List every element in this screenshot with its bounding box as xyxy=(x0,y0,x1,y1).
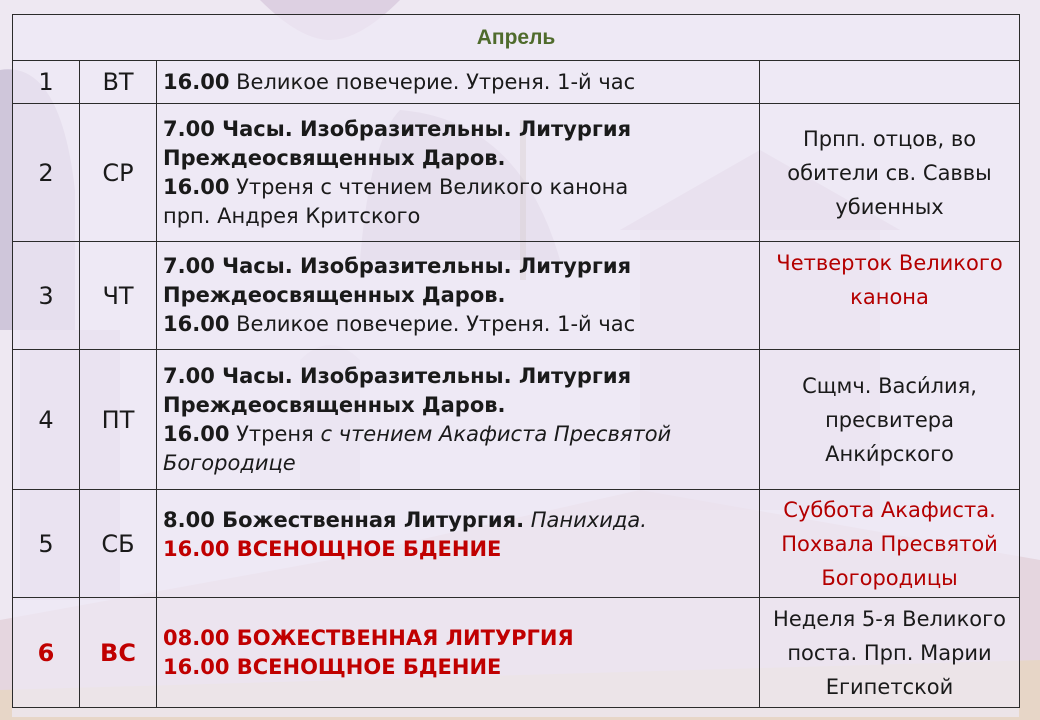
commemoration-line: Неделя 5-я Великого xyxy=(773,606,1006,631)
service-time: 7.00 xyxy=(163,116,215,141)
commemoration-cell xyxy=(760,490,1020,598)
services-cell xyxy=(157,598,760,708)
service-text-continued: Преждеосвященных Даров. xyxy=(163,283,506,307)
service-text-continued: Богородице xyxy=(163,450,296,475)
commemoration-line: Богородицы xyxy=(821,565,958,590)
service-text-italic: Панихида. xyxy=(524,508,647,532)
table-row xyxy=(13,598,1020,708)
service-text-feast: 08.00 БОЖЕСТВЕННАЯ ЛИТУРГИЯ xyxy=(163,625,574,650)
day-of-week: СР xyxy=(80,104,157,242)
service-text-continued: Преждеосвященных Даров. xyxy=(163,392,506,417)
commemoration-line: Четверток Великого xyxy=(776,251,1003,275)
service-text-feast: 16.00 ВСЕНОЩНОЕ БДЕНИЕ xyxy=(163,537,502,561)
day-of-week: ВТ xyxy=(80,61,157,104)
commemoration-line: Анки́рского xyxy=(825,441,954,466)
commemoration-line: пресвитера xyxy=(825,407,954,432)
service-text-continued: прп. Андрея Критского xyxy=(163,203,421,228)
day-of-week: ЧТ xyxy=(80,242,157,350)
day-number: 3 xyxy=(13,242,80,350)
day-of-week: СБ xyxy=(80,490,157,598)
services-cell xyxy=(157,242,760,350)
service-text: Божественная Литургия. xyxy=(214,508,525,532)
table-row xyxy=(13,61,1020,104)
service-text: Часы. Изобразительны. Литургия xyxy=(214,254,632,278)
services-cell xyxy=(157,61,760,104)
table-row xyxy=(13,104,1020,242)
table-row xyxy=(13,490,1020,598)
commemoration-line: Египетской xyxy=(825,674,954,699)
service-text: Часы. Изобразительны. Литургия xyxy=(214,363,632,388)
commemoration-line: Суббота Акафиста. xyxy=(783,497,996,522)
service-text: Часы. Изобразительны. Литургия xyxy=(214,116,632,141)
service-time: 16.00 xyxy=(163,421,230,446)
service-text: Великое повечерие. Утреня. 1-й час xyxy=(229,69,636,94)
service-text-continued: Преждеосвященных Даров. xyxy=(163,145,506,170)
service-text-feast: 16.00 ВСЕНОЩНОЕ БДЕНИЕ xyxy=(163,654,502,679)
commemoration-cell xyxy=(760,61,1020,104)
services-cell xyxy=(157,104,760,242)
service-time: 16.00 xyxy=(163,312,230,336)
service-text: Великое повечерие. Утреня. 1-й час xyxy=(229,312,636,336)
month-header-row xyxy=(13,15,1020,61)
commemoration-line: Прпп. отцов, во xyxy=(802,126,977,151)
day-of-week: ПТ xyxy=(80,350,157,490)
month-title: Апрель xyxy=(13,15,1020,61)
service-time: 16.00 xyxy=(163,69,230,94)
table-row xyxy=(13,242,1020,350)
table-row xyxy=(13,350,1020,490)
service-time: 7.00 xyxy=(163,254,215,278)
service-text-italic: с чтением Акафиста Пресвятой xyxy=(320,421,672,446)
service-time: 8.00 xyxy=(163,508,215,532)
day-of-week: ВС xyxy=(80,598,157,708)
commemoration-cell xyxy=(760,350,1020,490)
commemoration-line: поста. Прп. Марии xyxy=(787,640,992,665)
day-number: 6 xyxy=(13,598,80,708)
commemoration-line: убиенных xyxy=(835,194,944,219)
day-number: 5 xyxy=(13,490,80,598)
commemoration-line: обители св. Саввы xyxy=(787,160,992,185)
service-time: 7.00 xyxy=(163,363,215,388)
commemoration-cell xyxy=(760,598,1020,708)
day-number: 2 xyxy=(13,104,80,242)
services-cell xyxy=(157,490,760,598)
commemoration-line: канона xyxy=(850,285,929,309)
commemoration-line: Сщмч. Васи́лия, xyxy=(802,373,977,398)
services-cell xyxy=(157,350,760,490)
day-number: 1 xyxy=(13,61,80,104)
commemoration-line: Похвала Пресвятой xyxy=(781,531,998,556)
schedule-table xyxy=(12,14,1020,708)
service-time: 16.00 xyxy=(163,174,230,199)
day-number: 4 xyxy=(13,350,80,490)
service-text: Утреня с чтением Великого канона xyxy=(229,174,629,199)
commemoration-cell xyxy=(760,104,1020,242)
commemoration-cell xyxy=(760,242,1020,350)
service-text: Утреня xyxy=(229,421,321,446)
